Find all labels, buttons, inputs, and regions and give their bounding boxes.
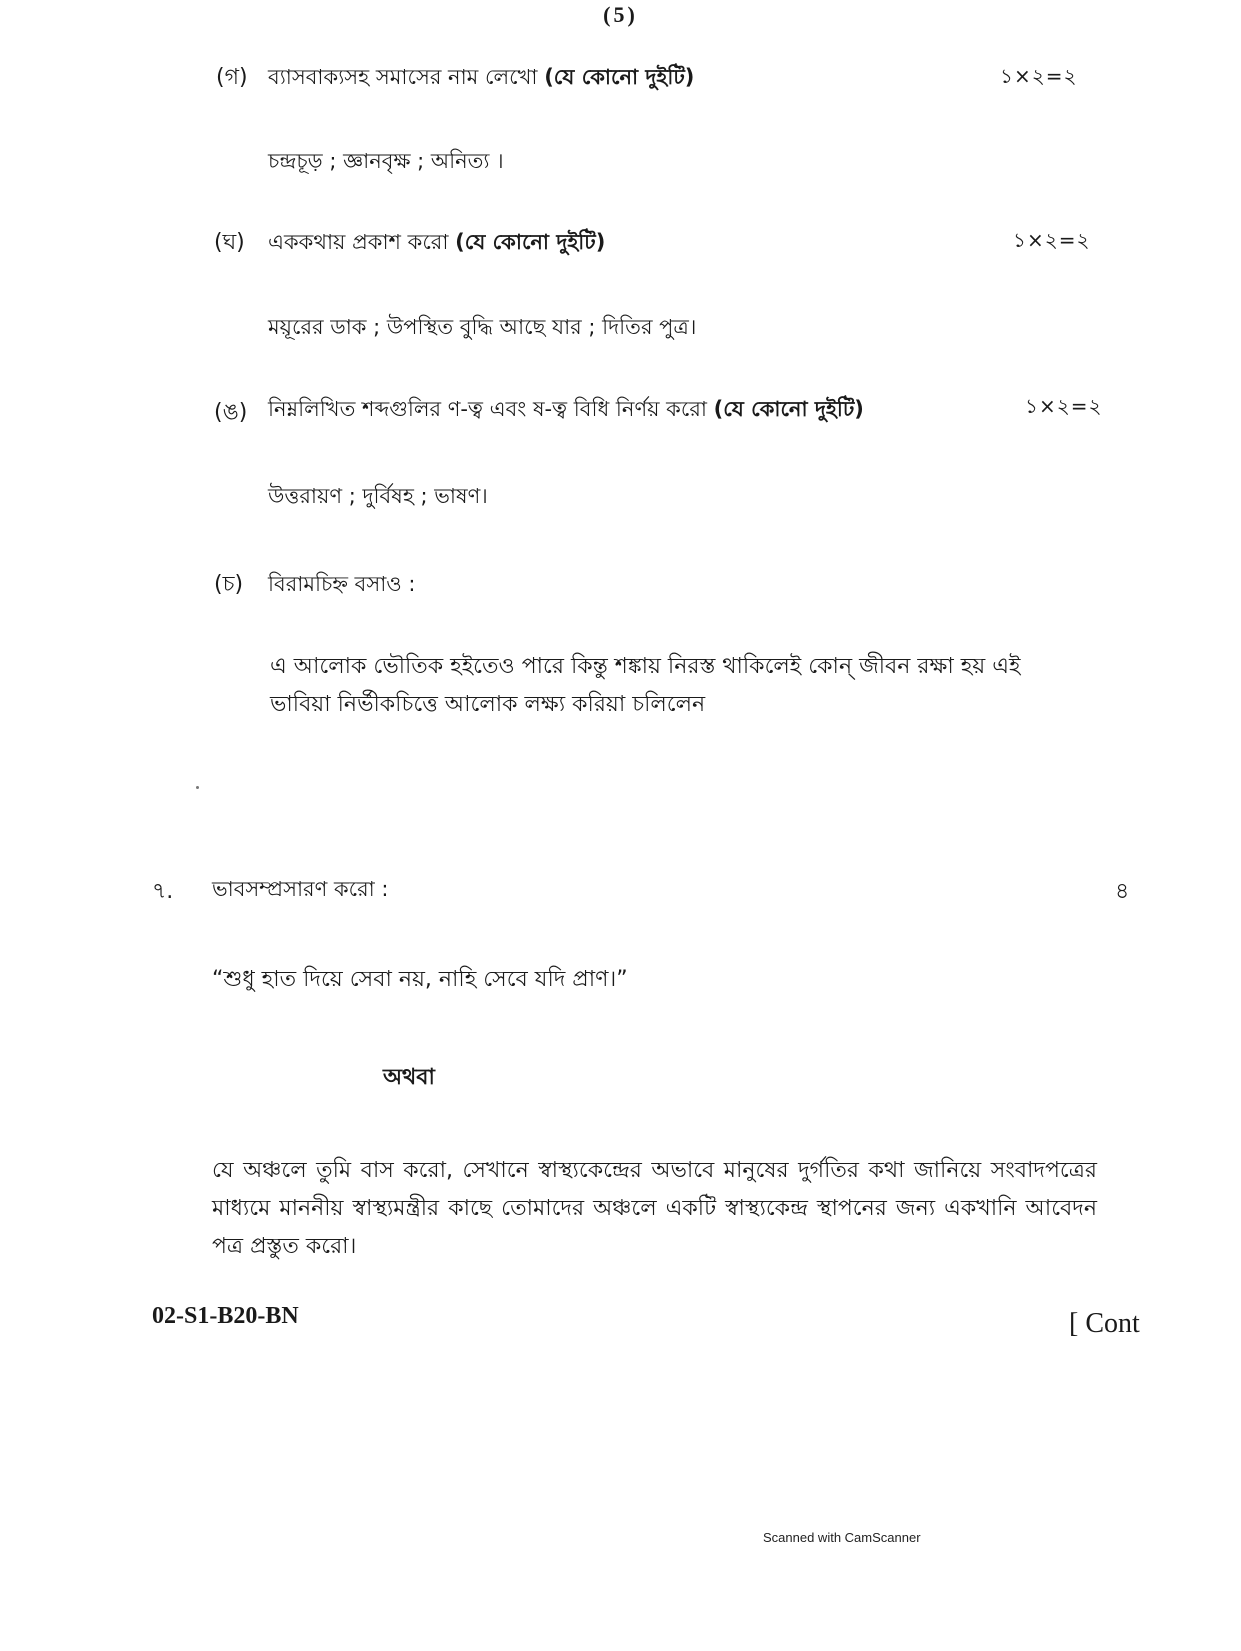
scan-smudge (196, 786, 199, 789)
question-label: (ঙ) (214, 400, 248, 425)
question-content: চন্দ্রচূড় ; জ্ঞানবৃক্ষ ; অনিত্য । (268, 149, 504, 173)
question-number: ৭. (152, 879, 174, 904)
question-marks: ১×২=২ (1025, 394, 1103, 418)
question-marks: ১×২=২ (1013, 228, 1091, 252)
page-number: (5) (603, 2, 638, 27)
question-label: (চ) (214, 572, 244, 597)
question-marks: ৪ (1115, 879, 1130, 904)
question-prompt: ব্যাসবাক্যসহ সমাসের নাম লেখো (268, 65, 538, 89)
question-marks: ১×২=২ (1000, 64, 1078, 88)
question-label: (ঘ) (214, 230, 245, 255)
question-choice: (যে কোনো দুইটি) (544, 65, 695, 89)
alternative-question: যে অঞ্চলে তুমি বাস করো, সেখানে স্বাস্থ্যকেন্দ্রের অভাবে মানুষের দুর্গতির কথা জানিয়ে সংবাদপত্রের মাধ্যমে মাননীয় স্বাস্থ্যমন্ত্রীর কাছে তোমাদের অঞ্চলে একটি স্বাস্থ্যকেন্দ্র স্থাপনের জন্য একখানি আবেদন পত্র প্রস্তুত করো। (212, 1158, 1097, 1259)
question-content: এ আলোক ভৌতিক হইতেও পারে কিন্তু শঙ্কায় নিরস্ত থাকিলেই কোন্ জীবন রক্ষা হয় এই ভাবিয়া নির্ভীকচিত্তে আলোক লক্ষ্য করিয়া চলিলেন (270, 654, 1021, 717)
question-content: ময়ূরের ডাক ; উপস্থিত বুদ্ধি আছে যার ; দিতির পুত্র। (268, 315, 697, 339)
question-choice: (যে কোনো দুইটি) (455, 230, 606, 254)
question-prompt: নিম্নলিখিত শব্দগুলির ণ-ত্ব এবং ষ-ত্ব বিধি নির্ণয় করো (268, 397, 707, 421)
question-label: (গ) (216, 65, 248, 90)
question-prompt: এককথায় প্রকাশ করো (268, 230, 449, 254)
question-choice: (যে কোনো দুইটি) (713, 397, 864, 421)
or-label: অথবা (383, 1065, 435, 1090)
scanner-watermark: Scanned with CamScanner (763, 1530, 921, 1545)
question-prompt: ভাবসম্প্রসারণ করো : (212, 877, 389, 901)
paper-code: 02-S1-B20-BN (152, 1303, 299, 1329)
quote-text: “শুধু হাত দিয়ে সেবা নয়, নাহি সেবে যদি প্রাণ।” (212, 967, 628, 992)
continued-marker: [ Cont (1069, 1308, 1140, 1339)
question-content: উত্তরায়ণ ; দুর্বিষহ ; ভাষণ। (268, 484, 488, 508)
question-prompt: বিরামচিহ্ন বসাও : (268, 572, 416, 596)
